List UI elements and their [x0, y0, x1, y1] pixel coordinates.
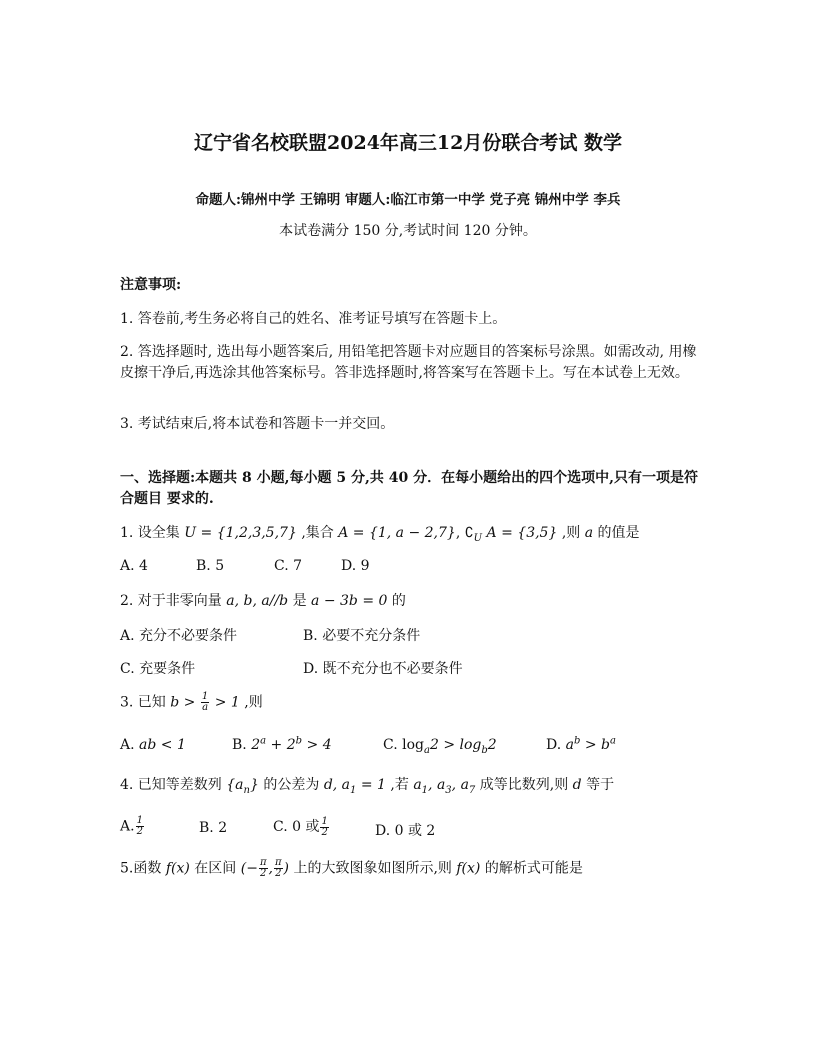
- q1-suffix: ,则: [561, 525, 581, 541]
- q1-option-b: B. 5: [196, 558, 225, 574]
- q4-option-c-fraction: [320, 817, 328, 838]
- q1-complement-sub: U: [473, 532, 483, 544]
- q4-d: d, a: [323, 777, 351, 793]
- question-2: [120, 591, 700, 612]
- q1-option-d: D. 9: [341, 558, 370, 574]
- q4-option-c-num: 1: [321, 815, 328, 827]
- q3-lhs: b >: [170, 694, 196, 711]
- q3-frac-num: 1: [201, 691, 209, 702]
- q4-seq-sub: n: [243, 784, 250, 796]
- q4-term-a7: , a: [451, 777, 469, 793]
- q4-mid2: ,若: [390, 777, 409, 793]
- q5-frac-right-den: 2: [275, 868, 282, 879]
- q3-prefix: 3. 已知: [120, 694, 166, 711]
- q4-term-a1: a: [413, 777, 422, 793]
- q4-mid: 的公差为: [263, 777, 320, 793]
- q1-prefix: 1. 设全集: [120, 525, 180, 541]
- q4-d-rest: = 1: [356, 777, 386, 793]
- q3-option-b-rest: > 4: [302, 737, 332, 753]
- q2-option-c: C. 充要条件: [120, 661, 196, 677]
- q4-option-a-fraction: [136, 816, 144, 837]
- q3-option-d-base2: b: [601, 737, 611, 753]
- q1-option-a: A. 4: [120, 558, 148, 574]
- q3-option-b-label: B.: [232, 737, 247, 753]
- q1-mid: ,集合: [301, 525, 334, 541]
- q5-mid2: 上的大致图象如图所示,则: [293, 860, 452, 877]
- score-time-line: 本试卷满分 150 分,考试时间 120 分钟。: [279, 223, 537, 239]
- q2-prefix: 2. 对于非零向量: [120, 593, 222, 609]
- q2-vars: a, b, a//b: [226, 593, 289, 609]
- q5-f: f(x): [165, 860, 190, 877]
- question-4: [120, 775, 700, 796]
- q3-frac-den: a: [202, 702, 209, 713]
- q3-option-b-base2: 2: [286, 737, 296, 753]
- q3-option-c: [383, 737, 497, 756]
- section-1-heading: 一、选择题:本题共 8 小题,每小题 5 分,共 40 分．在每小题给出的四个选项中,只有一项是符合题目 要求的.: [120, 470, 698, 507]
- q3-option-d: [546, 737, 616, 753]
- q5-frac-right: [274, 858, 283, 879]
- q4-prefix: 4. 已知等差数列: [120, 777, 222, 793]
- q3-option-d-label: D.: [546, 737, 562, 753]
- q2-cond: a − 3b = 0: [311, 593, 388, 609]
- q4-d-sub: 1: [350, 784, 357, 796]
- q4-option-d: D. 0 或 2: [375, 823, 436, 839]
- q3-option-a: [120, 737, 186, 753]
- q4-option-a-num: 1: [136, 815, 143, 826]
- q3-option-d-base1: a: [565, 737, 574, 753]
- q3-fraction: [201, 692, 209, 713]
- q3-option-b-base1: 2: [251, 737, 261, 753]
- q3-option-c-end: 2: [487, 737, 497, 753]
- q3-option-b-exp1: a: [260, 735, 267, 747]
- q3-option-c-log: log: [402, 737, 424, 753]
- exam-title: 辽宁省名校联盟2024年高三12月份联合考试 数学: [194, 132, 622, 154]
- q1-var-a: a: [584, 525, 594, 541]
- q5-prefix: 5.函数: [120, 860, 162, 877]
- q1-set-u: U = {1,2,3,5,7}: [184, 525, 297, 541]
- q4-term-a3: , a: [428, 777, 446, 793]
- q5-frac-left-num: π: [259, 857, 267, 868]
- q3-option-a-label: A.: [120, 737, 135, 753]
- q5-frac-left: [259, 858, 268, 879]
- q4-term-s7: 7: [468, 784, 476, 796]
- q2-option-b: B. 必要不充分条件: [303, 628, 421, 644]
- q3-option-c-mid: 2 > log: [429, 737, 482, 753]
- q1-complement-rest: A = {3,5}: [486, 525, 558, 541]
- notice-item-2: 2. 答选择题时, 选出每小题答案后, 用铅笔把答题卡对应题目的答案标号涂黑。如需改动, 用橡皮擦干净后,再选涂其他答案标号。答非选择题时,将答案写在答题卡上。写在本试卷上无效。: [120, 344, 697, 381]
- q3-rhs: > 1: [214, 694, 240, 711]
- q3-option-b-plus: +: [266, 737, 287, 753]
- q4-seq: {a: [226, 777, 244, 793]
- q3-option-c-label: C.: [383, 737, 398, 753]
- q5-open: (−: [240, 860, 258, 877]
- q5-close: ): [283, 860, 290, 877]
- q2-mid: 是: [292, 593, 307, 609]
- q5-end: 的解析式可能是: [484, 860, 583, 877]
- q5-mid: 在区间: [194, 860, 237, 877]
- notice-item-3: 3. 考试结束后,将本试卷和答题卡一并交回。: [120, 416, 395, 432]
- notice-heading: 注意事项:: [120, 277, 182, 293]
- q1-end: 的值是: [597, 525, 640, 541]
- q5-frac-right-num: π: [274, 857, 282, 868]
- q4-mid3: 成等比数列,则: [479, 777, 569, 793]
- q3-option-d-exp1: b: [574, 735, 581, 747]
- notice-item-1: 1. 答卷前,考生务必将自己的姓名、准考证号填写在答题卡上。: [120, 311, 507, 327]
- q3-option-b-exp2: b: [295, 735, 303, 747]
- q4-option-c-label: C. 0 或: [273, 819, 320, 835]
- q4-seq-end: }: [249, 777, 259, 793]
- question-1: 1. 设全集 U = {1,2,3,5,7} ,集合 A = {1, a − 2,7}, $∁_U$ A = {3,5} ,则 a 的值是: [120, 525, 640, 544]
- q3-option-b: [232, 737, 332, 753]
- q2-option-d: D. 既不充分也不必要条件: [303, 661, 463, 677]
- authors-line: 命题人:锦州中学 王锦明 审题人:临江市第一中学 党子亮 锦州中学 李兵: [195, 192, 621, 208]
- q2-option-a: A. 充分不必要条件: [120, 628, 238, 644]
- q1-option-c: C. 7: [274, 558, 303, 574]
- q1-complement-symbol: ∁: [464, 525, 474, 541]
- q3-option-c-sub1: a: [424, 744, 430, 756]
- q2-end: 的: [391, 593, 406, 609]
- q4-end: 等于: [586, 777, 615, 793]
- q4-term-s3: 3: [445, 784, 452, 796]
- q1-set-a: A = {1, a − 2,7}: [338, 525, 456, 541]
- q3-option-a-expr: ab < 1: [139, 737, 186, 753]
- q5-f2: f(x): [456, 860, 481, 877]
- q4-term-s1: 1: [421, 784, 429, 796]
- q4-d2: d: [572, 777, 582, 793]
- q4-option-a-label: A.: [120, 818, 135, 835]
- q4-option-a: [120, 816, 145, 837]
- question-3: [120, 692, 700, 714]
- q4-option-a-den: 2: [136, 826, 143, 837]
- q3-end: ,则: [244, 694, 263, 711]
- q4-option-b: B. 2: [199, 820, 228, 836]
- question-5: [120, 858, 700, 880]
- q3-option-d-exp2: a: [610, 735, 616, 747]
- q5-comma: ,: [268, 860, 273, 877]
- q4-option-c: [273, 816, 330, 838]
- q3-option-d-gt: >: [580, 737, 602, 753]
- q4-option-c-den: 2: [321, 826, 328, 838]
- q5-frac-left-den: 2: [260, 868, 267, 879]
- q3-option-c-sub2: b: [481, 744, 488, 756]
